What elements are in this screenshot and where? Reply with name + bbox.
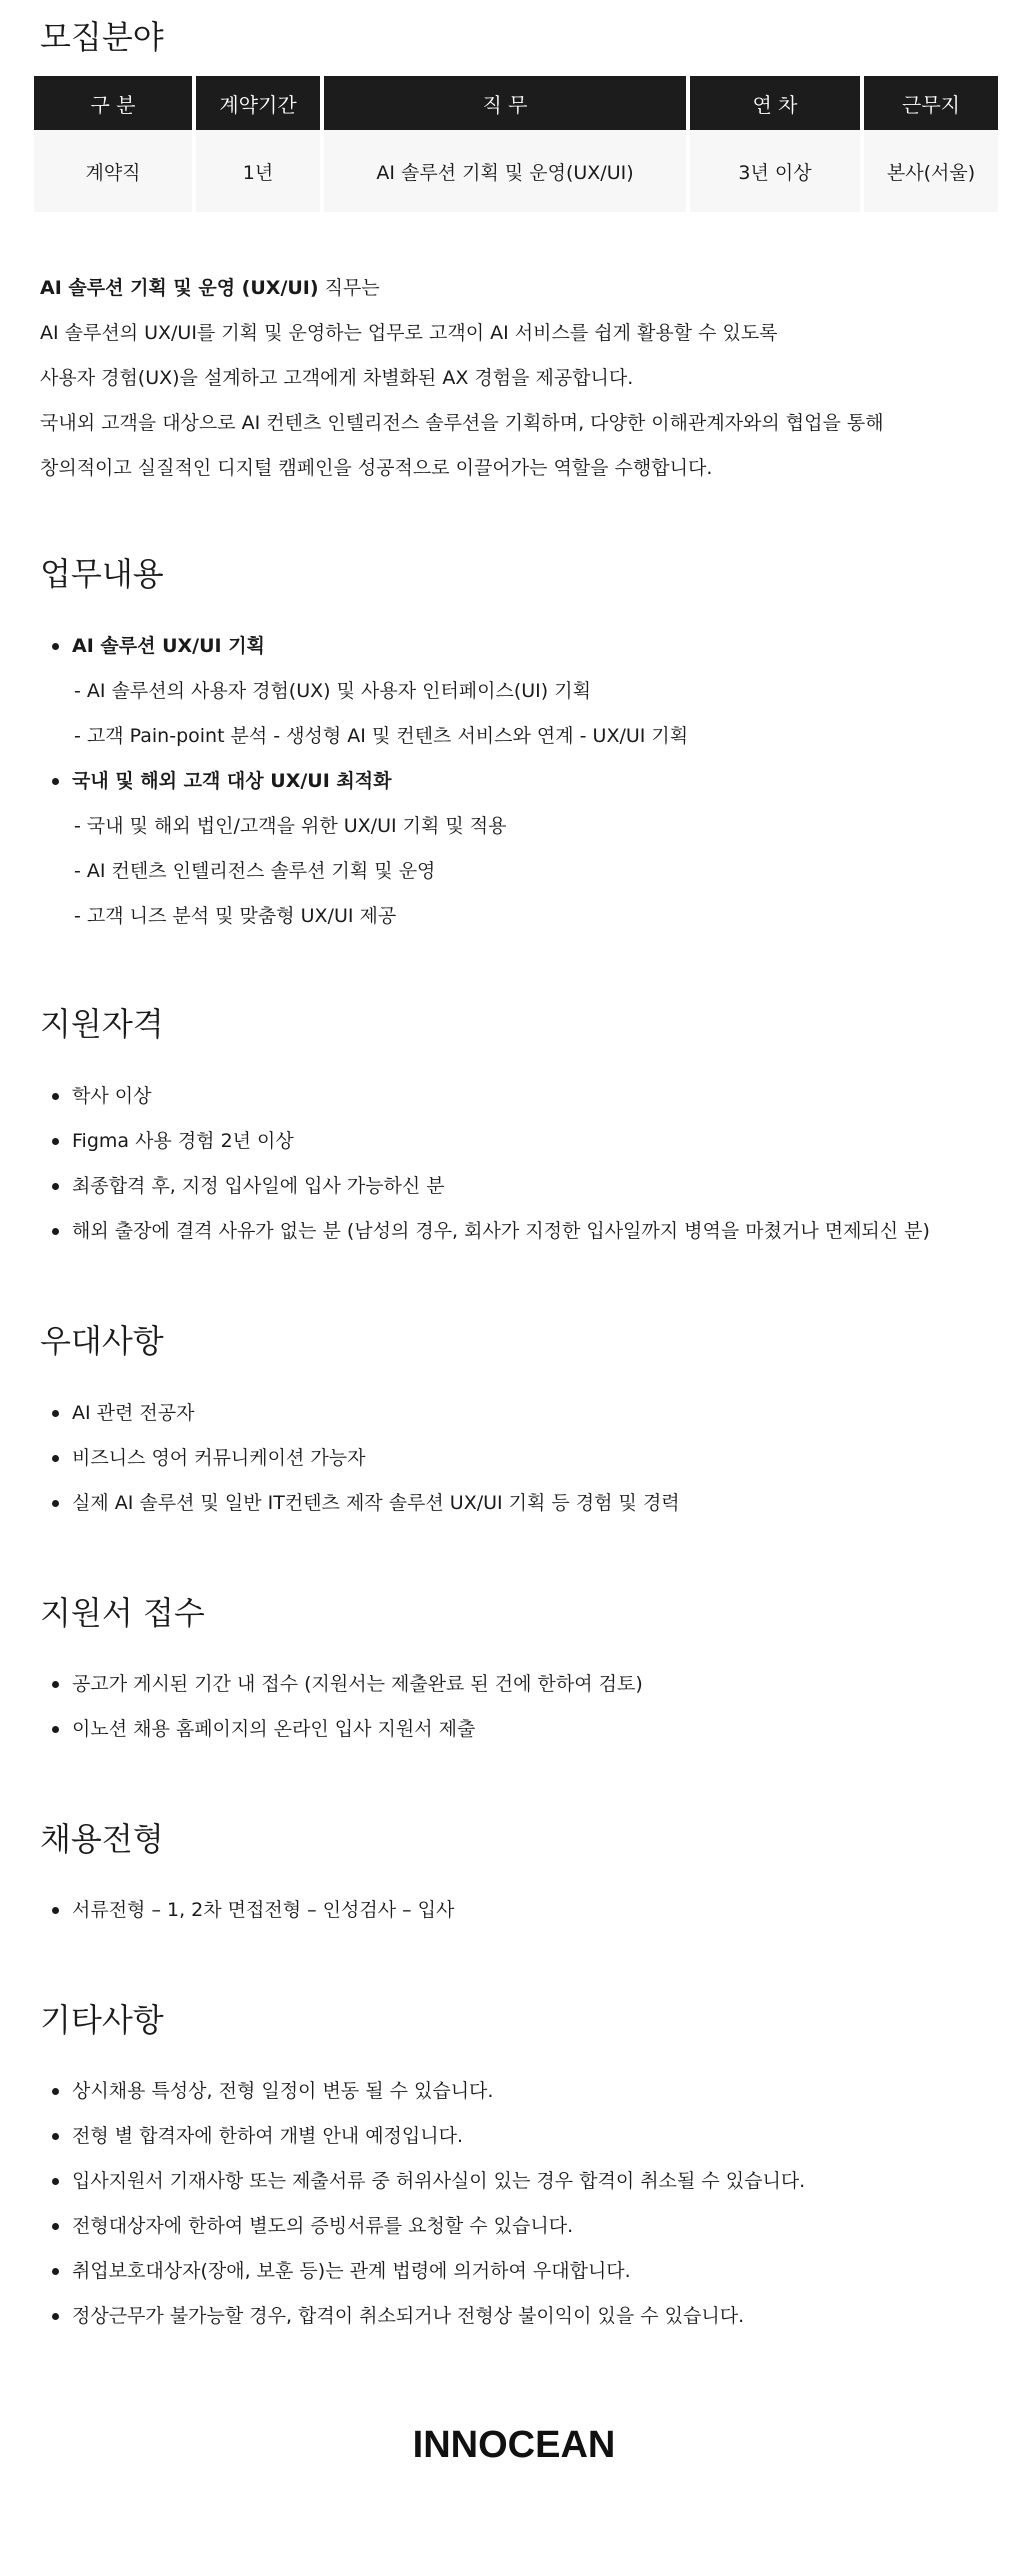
preferred-list	[40, 1397, 1000, 1532]
cell-contract-period: 1년	[196, 130, 320, 212]
innocean-logo: INNOCEAN	[412, 2424, 616, 2466]
section-title-duties: 업무내용	[40, 555, 164, 593]
header-category: 구 분	[34, 76, 192, 130]
table-row	[34, 130, 998, 212]
intro-lead-suffix: 직무는	[318, 277, 380, 299]
list-item: 정상근무가 불가능할 경우, 합격이 취소되거나 전형상 불이익이 있을 수 있습니다.	[40, 2300, 1000, 2345]
intro-lead: AI 솔루션 기획 및 운영 (UX/UI)	[40, 277, 319, 299]
list-item: 상시채용 특성상, 전형 일정이 변동 될 수 있습니다.	[40, 2075, 1000, 2120]
list-item: - 국내 및 해외 법인/고객을 위한 UX/UI 기획 및 적용	[74, 815, 507, 837]
cell-experience: 3년 이상	[690, 130, 860, 212]
list-item: - 고객 니즈 분석 및 맞춤형 UX/UI 제공	[74, 905, 397, 927]
list-item: 전형대상자에 한하여 별도의 증빙서류를 요청할 수 있습니다.	[40, 2210, 1000, 2255]
table-header-row	[34, 76, 998, 130]
header-contract-period: 계약기간	[196, 76, 320, 130]
list-item: 이노션 채용 홈페이지의 온라인 입사 지원서 제출	[40, 1713, 1000, 1758]
list-item: AI 솔루션 UX/UI 기획	[40, 630, 1000, 675]
intro-line: 창의적이고 실질적인 디지털 캠페인을 성공적으로 이끌어가는 역할을 수행합니다.	[40, 457, 713, 479]
list-item: 서류전형 – 1, 2차 면접전형 – 인성검사 – 입사	[40, 1894, 1000, 1939]
list-item: 비즈니스 영어 커뮤니케이션 가능자	[40, 1442, 1000, 1487]
list-item: - AI 솔루션의 사용자 경험(UX) 및 사용자 인터페이스(UI) 기획	[74, 680, 591, 702]
job-intro	[40, 272, 1000, 497]
application-list	[40, 1668, 1000, 1758]
list-item: 공고가 게시된 기간 내 접수 (지원서는 제출완료 된 건에 한하여 검토)	[40, 1668, 1000, 1713]
section-title-preferred: 우대사항	[40, 1322, 164, 1360]
section-title-qualifications: 지원자격	[40, 1005, 164, 1043]
cell-position: AI 솔루션 기획 및 운영(UX/UI)	[324, 130, 686, 212]
section-title-application: 지원서 접수	[40, 1594, 205, 1632]
intro-line: AI 솔루션의 UX/UI를 기획 및 운영하는 업무로 고객이 AI 서비스를 쉽게 활용할 수 있도록	[40, 322, 778, 344]
recruit-field-table	[30, 76, 1002, 212]
list-item: 최종합격 후, 지정 입사일에 입사 가능하신 분	[40, 1170, 1000, 1215]
list-item: 취업보호대상자(장애, 보훈 등)는 관계 법령에 의거하여 우대합니다.	[40, 2255, 1000, 2300]
list-item: 입사지원서 기재사항 또는 제출서류 중 허위사실이 있는 경우 합격이 취소될 수 있습니다.	[40, 2165, 1000, 2210]
intro-line: 사용자 경험(UX)을 설계하고 고객에게 차별화된 AX 경험을 제공합니다.	[40, 367, 634, 389]
section-title-process: 채용전형	[40, 1820, 164, 1858]
cell-category: 계약직	[34, 130, 192, 212]
section-title-recruit-field: 모집분야	[40, 18, 164, 56]
list-item: 학사 이상	[40, 1080, 1000, 1125]
list-item: - AI 컨텐츠 인텔리전스 솔루션 기획 및 운영	[74, 860, 436, 882]
cell-location: 본사(서울)	[864, 130, 998, 212]
etc-list	[40, 2075, 1000, 2345]
list-item: 전형 별 합격자에 한하여 개별 안내 예정입니다.	[40, 2120, 1000, 2165]
intro-lead-line	[40, 272, 1000, 317]
process-list	[40, 1894, 1000, 1939]
intro-line: 국내외 고객을 대상으로 AI 컨텐츠 인텔리전스 솔루션을 기획하며, 다양한 이해관계자와의 협업을 통해	[40, 412, 884, 434]
list-item: - 고객 Pain-point 분석 - 생성형 AI 및 컨텐츠 서비스와 연계 - UX/UI 기획	[74, 725, 689, 747]
qualifications-list	[40, 1080, 1000, 1260]
list-item: 해외 출장에 결격 사유가 없는 분 (남성의 경우, 회사가 지정한 입사일까지 병역을 마쳤거나 면제되신 분)	[40, 1215, 1000, 1260]
header-experience: 연 차	[690, 76, 860, 130]
header-position: 직 무	[324, 76, 686, 130]
list-item: 국내 및 해외 고객 대상 UX/UI 최적화	[40, 765, 1000, 810]
header-location: 근무지	[864, 76, 998, 130]
list-item: Figma 사용 경험 2년 이상	[40, 1125, 1000, 1170]
duties-list	[40, 630, 1000, 945]
section-title-etc: 기타사항	[40, 2001, 164, 2039]
list-item: 실제 AI 솔루션 및 일반 IT컨텐츠 제작 솔루션 UX/UI 기획 등 경험 및 경력	[40, 1487, 1000, 1532]
list-item: AI 관련 전공자	[40, 1397, 1000, 1442]
